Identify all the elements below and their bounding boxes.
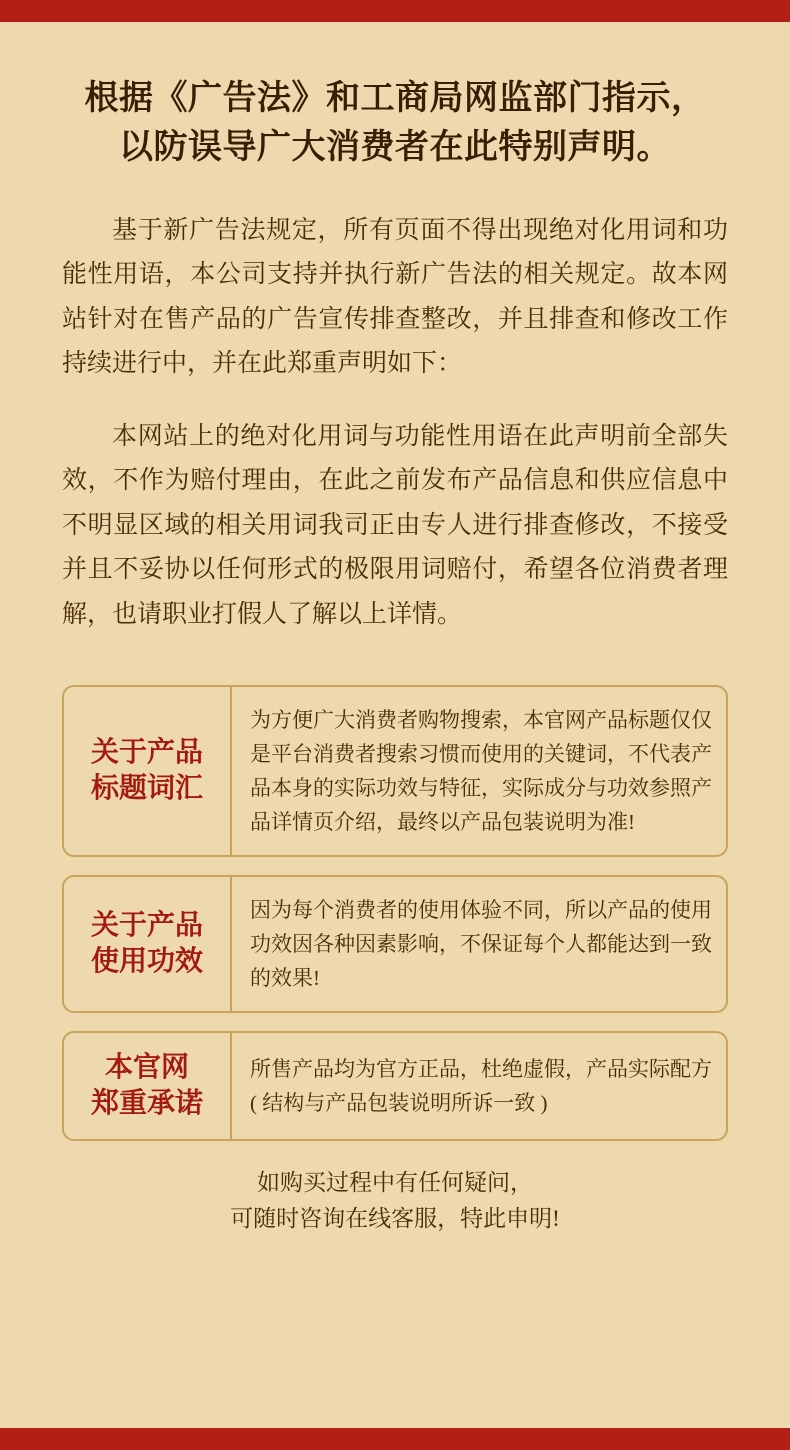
page-content [0,22,790,1428]
page-title-line-2: 以防误导广大消费者在此特别声明。 [119,129,671,167]
statement-paragraph-1: 基于新广告法规定，所有页面不得出现绝对化用词和功能性用语，本公司支持并执行新广告法的相关规定。故本网站针对在售产品的广告宣传排查整改，并且排查和修改工作持续进行中，并在此郑重声明如下： [62,216,728,378]
card-body: 因为每个消费者的使用体验不同，所以产品的使用功效因各种因素影响，不保证每个人都能达到一致的效果! [250,898,712,991]
card-official-promise [62,1031,728,1141]
page-title [62,22,728,173]
card-title-line-1: 关于产品 [90,909,203,941]
footer-line-2: 可随时咨询在线客服，特此申明! [230,1205,560,1231]
card-body: 为方便广大消费者购物搜索，本官网产品标题仅仅是平台消费者搜索习惯而使用的关键词，不代表产品本身的实际功效与特征，实际成分与功效参照产品详情页介绍，最终以产品包装说明为准! [250,708,712,835]
bottom-red-band [0,1428,790,1450]
card-product-efficacy [62,875,728,1013]
card-title-line-2: 郑重承诺 [90,1088,203,1120]
card-title-line-2: 使用功效 [90,946,203,978]
card-product-title-wording [62,685,728,857]
statement-cards [62,685,728,1141]
card-title [64,687,232,855]
footer-line-1: 如购买过程中有任何疑问， [257,1170,533,1196]
footer-note [62,1165,728,1236]
card-title-line-1: 本官网 [104,1051,189,1083]
card-title [64,877,232,1011]
card-title-line-1: 关于产品 [90,736,203,768]
card-title [64,1033,232,1139]
card-title-line-2: 标题词汇 [90,773,203,805]
top-red-band [0,0,790,22]
page-title-line-1: 根据《广告法》和工商局网监部门指示， [84,80,706,117]
statement-paragraph-2: 本网站上的绝对化用词与功能性用语在此声明前全部失效，不作为赔付理由，在此之前发布产品信息和供应信息中不明显区域的相关用词我司正由专人进行排查修改，不接受并且不妥协以任何形式的极限用词赔付，希望各位消费者理解，也请职业打假人了解以上详情。 [62,422,728,628]
card-body: 所售产品均为官方正品，杜绝虚假，产品实际配方( 结构与产品包装说明所诉一致 ) [250,1057,712,1116]
